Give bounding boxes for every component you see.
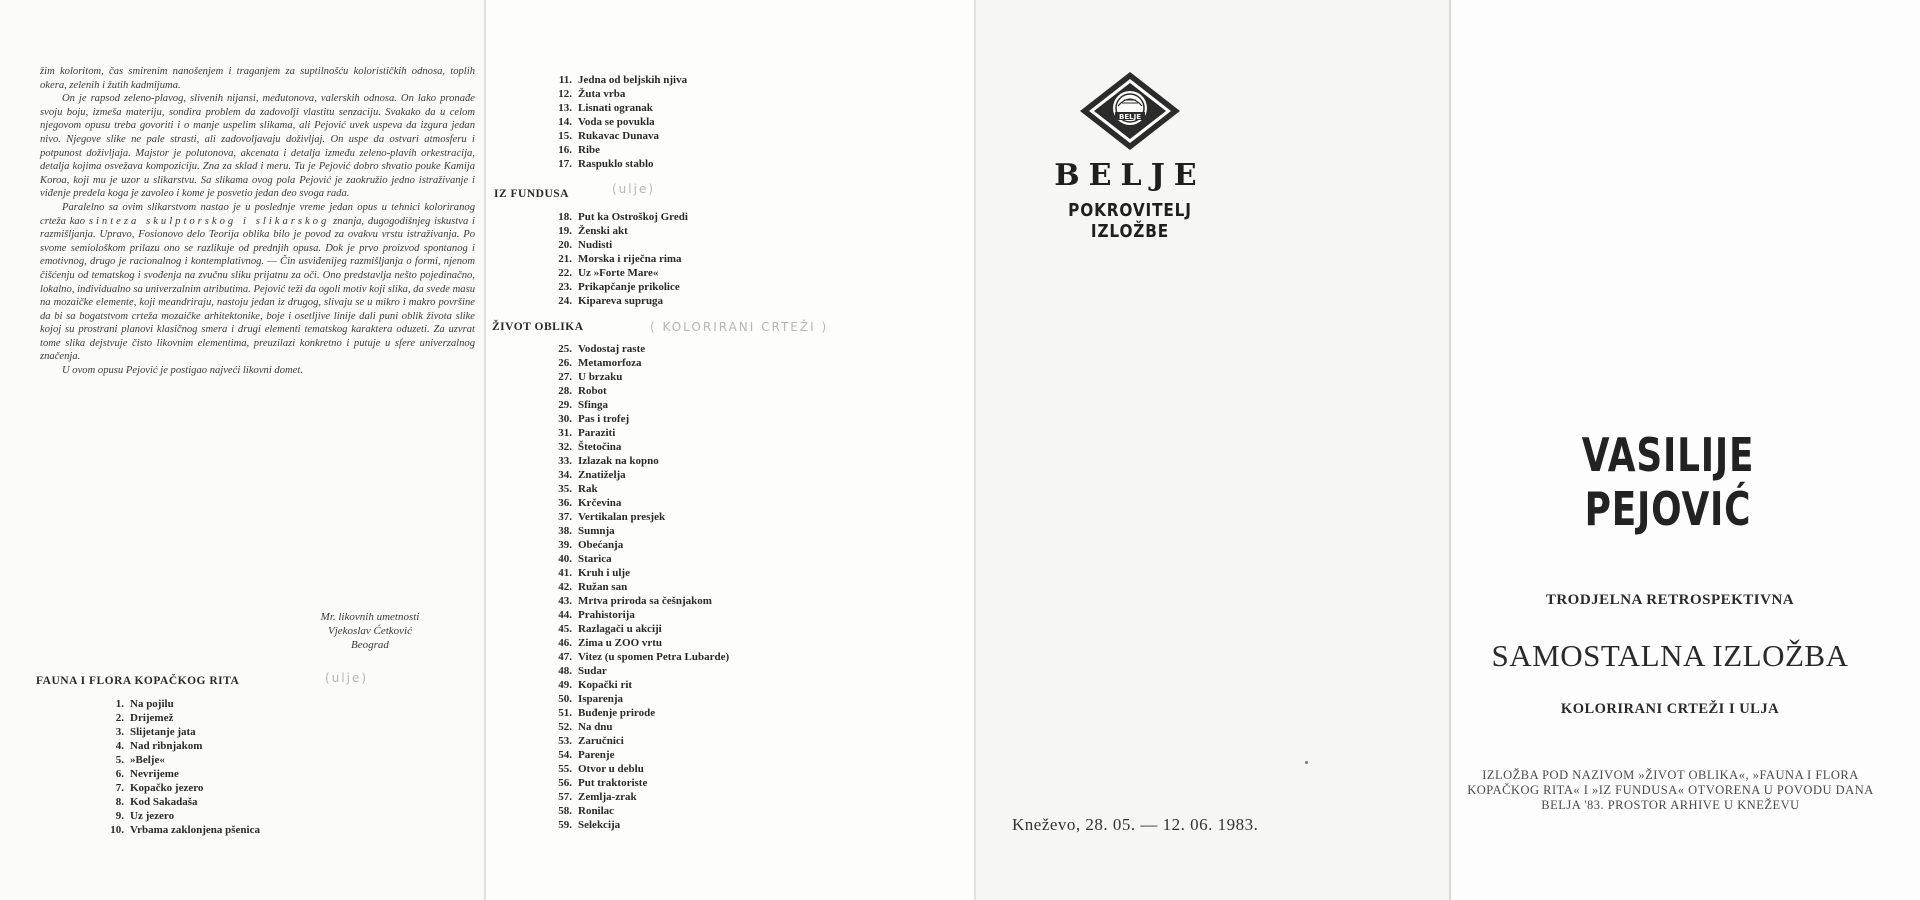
section-title-fundus: IZ FUNDUSA [494,188,569,200]
item-title: Vodostaj raste [578,343,646,355]
item-title: Isparenja [578,693,624,705]
list-item [548,524,729,538]
artwork-list-zivot [548,342,729,832]
list-item [100,725,260,739]
brand-wordmark: BELJE [1054,158,1206,193]
item-title: Razlagači u akciji [578,623,662,635]
list-item [548,692,729,706]
item-title: Rak [578,483,598,495]
item-number: 10. [110,824,124,836]
fold-line [1449,0,1451,900]
item-number: 30. [558,413,572,425]
list-item [100,767,260,781]
item-number: 19. [558,225,572,237]
item-number: 39. [558,539,572,551]
item-title: Morska i riječna rima [578,253,682,265]
item-title: »Belje« [130,754,165,766]
list-item [548,622,729,636]
item-title: Nudisti [578,239,613,251]
item-number: 48. [558,665,572,677]
item-title: Zaručnici [578,735,624,747]
artwork-list-fauna-cont [548,73,687,171]
item-title: Rukavac Dunava [578,130,659,142]
list-item [100,795,260,809]
item-number: 5. [115,754,124,766]
list-item [100,697,260,711]
item-title: Na dnu [578,721,613,733]
item-title: Otvor u deblu [578,763,644,775]
list-item [548,706,729,720]
item-title: Slijetanje jata [130,726,196,738]
item-title: Ribe [578,144,600,156]
item-number: 42. [558,581,572,593]
item-title: Vitez (u spomen Petra Lubarde) [578,651,730,663]
list-item [548,143,687,157]
logo-text: BELJE [1119,113,1141,121]
item-number: 59. [558,819,572,831]
item-number: 29. [558,399,572,411]
item-title: Zima u ZOO vrtu [578,637,663,649]
paper-speck [1305,761,1308,764]
list-item [548,73,687,87]
list-item [548,776,729,790]
item-number: 46. [558,637,572,649]
essay-paragraph: žim koloritom, čas smirenim nanošenjem i traganjem za suptilnošću kolorističkih odnosa, toplih okera, zelenih i žutih kadmijuma. [40,66,475,91]
fold-line [484,0,486,900]
item-number: 12. [558,88,572,100]
list-item [548,566,729,580]
item-title: Štetočina [578,441,622,453]
item-number: 37. [558,511,572,523]
item-title: Ženski akt [578,225,628,237]
item-title: Put traktoriste [578,777,648,789]
item-number: 40. [558,553,572,565]
item-title: Buđenje prirode [578,707,656,719]
belje-logo-icon [1078,70,1182,152]
item-title: Kopački rit [578,679,633,691]
item-title: Izlazak na kopno [578,455,659,467]
section-title-zivot: ŽIVOT OBLIKA [492,321,584,333]
list-item [548,804,729,818]
handwritten-note: ( KOLORIRANI CRTEŽI ) [650,320,829,334]
list-item [548,280,688,294]
item-title: Vrbama zaklonjena pšenica [130,824,260,836]
item-title: Raspuklo stablo [578,158,654,170]
handwritten-note: (ulje) [612,182,656,196]
item-number: 11. [558,74,572,86]
essay-paragraph: U ovom opusu Pejović je postigao najveći likovni domet. [62,365,303,377]
list-item [548,342,729,356]
list-item [548,734,729,748]
item-number: 21. [558,253,572,265]
patron-label: POKROVITELJ IZLOŽBE [1068,200,1192,242]
list-item [548,266,688,280]
list-item [548,748,729,762]
list-item [548,678,729,692]
item-number: 14. [558,116,572,128]
item-number: 41. [558,567,572,579]
item-title: Sumnja [578,525,615,537]
item-title: Ronilac [578,805,615,817]
item-title: Žuta vrba [578,88,626,100]
list-item [548,426,729,440]
list-item [100,753,260,767]
section-title-fauna: FAUNA I FLORA KOPAČKOG RITA [36,675,240,687]
item-title: Put ka Ostroškoj Gredi [578,211,688,223]
item-number: 24. [558,295,572,307]
artist-name: VASILIJE PEJOVIĆ [1581,428,1755,536]
item-number: 53. [558,735,572,747]
artwork-list-fauna [100,697,260,837]
subtitle-retrospective: TRODJELNA RETROSPEKTIVNA [1545,592,1795,608]
item-title: Robot [578,385,607,397]
item-number: 26. [558,357,572,369]
fold-line [974,0,976,900]
item-number: 58. [558,805,572,817]
item-title: U brzaku [578,371,623,383]
list-item [548,482,729,496]
item-title: Voda se povukla [578,116,655,128]
item-title: Parenje [578,749,615,761]
item-number: 33. [558,455,572,467]
item-number: 36. [558,497,572,509]
list-item [548,818,729,832]
list-item [548,398,729,412]
item-number: 17. [558,158,572,170]
item-title: Starica [578,553,612,565]
list-item [548,790,729,804]
list-item [548,210,688,224]
item-number: 31. [558,427,572,439]
list-item [548,384,729,398]
list-item [548,356,729,370]
item-title: Obećanja [578,539,624,551]
item-number: 38. [558,525,572,537]
item-title: Kipareva supruga [578,295,664,307]
essay-text [40,65,475,378]
list-item [548,294,688,308]
item-title: Uz jezero [130,810,175,822]
item-title: Krčevina [578,497,622,509]
item-number: 43. [558,595,572,607]
subtitle-media: KOLORIRANI CRTEŽI I ULJA [1560,701,1780,717]
signature-city: Beograd [351,639,389,651]
list-item [548,157,687,171]
item-title: Zemlja-zrak [578,791,637,803]
item-title: Nevrijeme [130,768,179,780]
item-number: 23. [558,281,572,293]
essay-text-run: Paralelno sa ovim slikarstvom nastao je u poslednje vreme jedan opus u tehnici koloriranog crteža kao [40,201,475,227]
essay-spaced-run: sinteza skulptorskog i slikarskog [88,215,330,227]
item-number: 20. [558,239,572,251]
item-number: 16. [558,144,572,156]
list-item [548,608,729,622]
subtitle-exhibition: SAMOSTALNA IZLOŽBA [1491,638,1849,673]
list-item [100,711,260,725]
exhibition-note: IZLOŽBA POD NAZIVOM »ŽIVOT OBLIKA«, »FAUNA I FLORA KOPAČKOG RITA« I »IZ FUNDUSA« OTVORENA U POVODU DANA BELJA '83. PROSTOR ARHIVE U KNEŽEVU [1467,768,1874,812]
item-title: Znatiželja [578,469,626,481]
essay-paragraph [40,201,475,364]
item-number: 9. [115,810,124,822]
list-item [548,664,729,678]
item-number: 56. [558,777,572,789]
item-title: Nad ribnjakom [130,740,203,752]
item-number: 55. [558,763,572,775]
item-number: 27. [558,371,572,383]
item-title: Drijemež [130,712,174,724]
item-title: Jedna od beljskih njiva [578,74,688,86]
handwritten-note: (ulje) [325,671,369,685]
signature [280,610,460,652]
item-number: 13. [558,102,572,114]
item-number: 45. [558,623,572,635]
item-number: 35. [558,483,572,495]
list-item [548,580,729,594]
list-item [548,412,729,426]
item-title: Paraziti [578,427,616,439]
item-title: Kruh i ulje [578,567,630,579]
item-title: Na pojilu [130,698,174,710]
item-title: Lisnati ogranak [578,102,653,114]
list-item [548,552,729,566]
list-item [548,594,729,608]
list-item [100,739,260,753]
item-title: Sfinga [578,399,608,411]
item-title: Pas i trofej [578,413,630,425]
item-number: 57. [558,791,572,803]
item-number: 3. [115,726,124,738]
list-item [548,252,688,266]
item-title: Ružan san [578,581,628,593]
list-item [548,650,729,664]
item-number: 28. [558,385,572,397]
list-item [548,238,688,252]
item-number: 2. [115,712,124,724]
item-number: 1. [115,698,124,710]
item-title: Mrtva priroda sa češnjakom [578,595,712,607]
item-number: 8. [115,796,124,808]
list-item [548,762,729,776]
item-number: 49. [558,679,572,691]
essay-text-run: znanja, dugogodišnjeg iskustva i razmišljanja. Upravo, Fosionovo delo Teorija oblika bilo je povod za ovakvu vrstu istraživanja. Po svome semiološkom prilazu ono se razlikuje od prednjih opusa. Dok je prvo proizvod spontanog i emotivnog, drugo je racionalnog i kontemplativnog. — Čin usviđenijeg razmišljanja o formi, njenom čišćenju od tematskog i svođenja na zvučnu sliku prijatnu za oči. Ono predstavlja nešto pojedinačno, lokalno, individualno sa univerzalnim atributima. Pejović teži da ogoli motiv koji slika, da svede masu na mozaičke elemente, koji meandriraju, nastoju jedan iz drugog, slivaju se u mikro i makro površine da bi sa bogatstvom crteža mozaičke arhitektonike, boje i osetljive linije dali puni oblik života slike kojoj su prostrani planovi klasičnog smera i drugi elementi tematskog karaktera oduzeti. Za uzvrat tome slika dejstvuje čisto likovnim elementima, preuzilazi konkretno i putuje u sfere univerzalnog značenja. [40,215,475,363]
list-item [548,454,729,468]
signature-name: Vjekoslav Ćetković [328,625,412,637]
item-title: Sudar [578,665,607,677]
item-title: Kod Sakadaša [130,796,198,808]
item-title: Uz »Forte Mare« [578,267,659,279]
item-title: Prikapčanje prikolice [578,281,680,293]
item-number: 44. [558,609,572,621]
list-item [100,781,260,795]
item-number: 7. [115,782,124,794]
item-title: Metamorfoza [578,357,642,369]
signature-title: Mr. likovnih umetnosti [320,611,420,623]
exhibition-date: Kneževo, 28. 05. — 12. 06. 1983. [1012,815,1259,834]
item-number: 51. [558,707,572,719]
item-title: Selekcija [578,819,621,831]
item-number: 25. [558,343,572,355]
list-item [548,510,729,524]
list-item [548,87,687,101]
panel-sponsor [975,0,1450,900]
list-item [548,370,729,384]
list-item [548,636,729,650]
list-item [548,115,687,129]
list-item [548,496,729,510]
list-item [548,129,687,143]
item-number: 54. [558,749,572,761]
list-item [548,468,729,482]
item-number: 52. [558,721,572,733]
list-item [548,224,688,238]
item-number: 22. [558,267,572,279]
item-number: 6. [115,768,124,780]
item-number: 4. [115,740,124,752]
item-number: 34. [558,469,572,481]
artwork-list-fundus [548,210,688,308]
list-item [548,720,729,734]
item-number: 18. [558,211,572,223]
list-item [548,538,729,552]
essay-paragraph: On je rapsod zeleno-plavog, slivenih nijansi, međutonova, valerskih odnosa. On lako pronađe svoju boju, izmeša materiju, sondira problem da zadovolji vlastitu senzaciju. Svakako da u celom njegovom opusu treba govoriti i o manje uspelim slikama, ali Pejović uvek uspeva da izgura jedan nivo. Njegove slike ne pale strasti, ali zadovoljavaju doživljaj. On uspe da ostvari atmosferu i potpunost doživljaja. Majstor je polutonova, akcenata i detalja između zeleno-plavih orkestracija, detalja kojima osvežava kompoziciju. Zna za sklad i meru. Tu je Pejović dobro shvatio pouke Kamija Koroa, koji mu je uzor u slikarstvu. Sa slikama ovog pola Pejović je zaokružio jedno istraživanje i viđenje predela koga je zavoleo i kome je posvetio jedan deo svoga rada. [40,93,475,200]
item-title: Kopačko jezero [130,782,204,794]
item-number: 15. [558,130,572,142]
list-item [548,101,687,115]
item-number: 50. [558,693,572,705]
item-title: Prahistorija [578,609,635,621]
item-title: Vertikalan presjek [578,511,666,523]
item-number: 47. [558,651,572,663]
list-item [548,440,729,454]
item-number: 32. [558,441,572,453]
list-item [100,809,260,823]
list-item [100,823,260,837]
